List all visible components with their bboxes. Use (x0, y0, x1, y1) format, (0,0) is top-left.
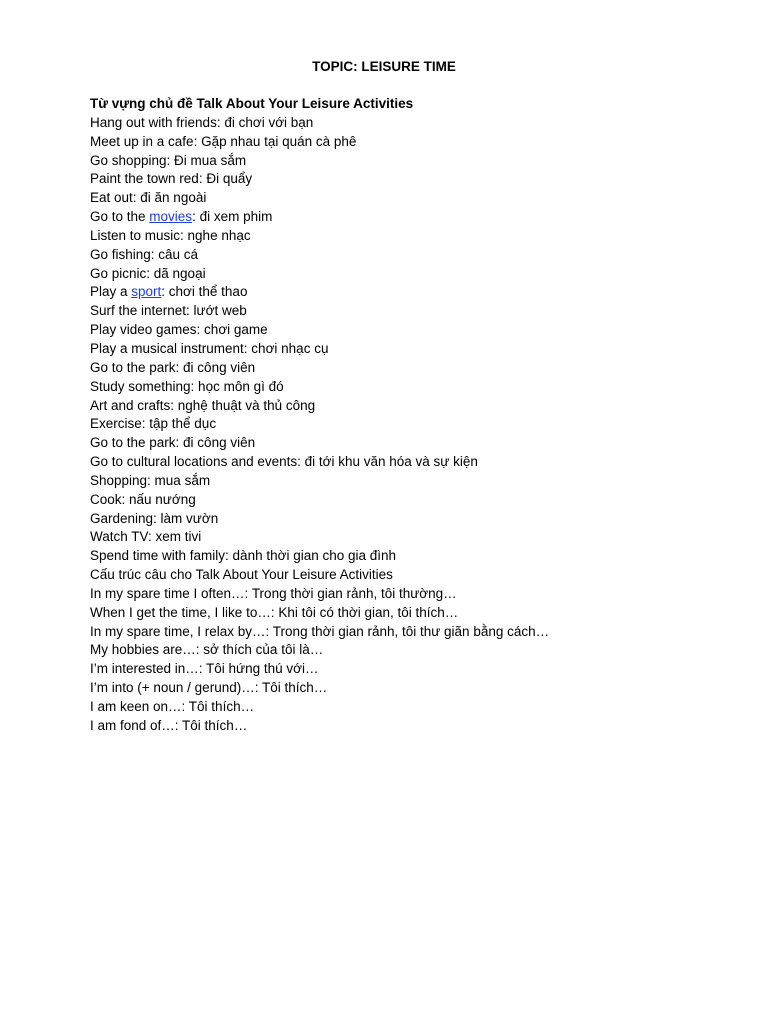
vocab-line: Go picnic: dã ngoại (90, 265, 206, 281)
structure-line: In my spare time I often…: Trong thời gian rảnh, tôi thường… (90, 585, 457, 601)
structure-line: In my spare time, I relax by…: Trong thời gian rảnh, tôi thư giãn bằng cách… (90, 623, 550, 639)
text-segment: Go to the (90, 209, 150, 225)
vocab-line: Meet up in a cafe: Gặp nhau tại quán cà phê (90, 133, 357, 149)
vocab-line: Eat out: đi ăn ngoài (90, 190, 207, 206)
text-segment: : chơi thể thao (161, 284, 248, 300)
vocab-line: Gardening: làm vườn (90, 510, 219, 526)
vocab-line-sport (90, 283, 730, 302)
structure-line: I am keen on…: Tôi thích… (90, 699, 255, 714)
structure-line: I’m into (+ noun / gerund)…: Tôi thích… (90, 680, 328, 696)
vocab-line: Exercise: tập thể dục (90, 416, 217, 432)
structure-heading: Cấu trúc câu cho Talk About Your Leisure Activities (90, 567, 393, 583)
vocab-line: Go shopping: Đi mua sắm (90, 152, 247, 168)
vocab-line: Surf the internet: lướt web (90, 303, 247, 319)
vocab-line: Shopping: mua sắm (90, 472, 211, 488)
section-heading: Từ vựng chủ đề Talk About Your Leisure Activities (90, 96, 414, 111)
text-segment: : đi xem phim (192, 209, 273, 225)
vocab-line: Play a musical instrument: chơi nhạc cụ (90, 340, 329, 356)
document-body (90, 95, 730, 736)
vocab-line: Art and crafts: nghệ thuật và thủ công (90, 397, 316, 413)
vocab-line: Go to the park: đi công viên (90, 435, 256, 451)
movies-link[interactable]: movies (149, 209, 193, 225)
structure-line: My hobbies are…: sở thích của tôi là… (90, 642, 324, 658)
vocab-line: Spend time with family: dành thời gian cho gia đình (90, 548, 397, 564)
text-segment: Play a (90, 284, 132, 300)
vocab-line: Play video games: chơi game (90, 322, 268, 338)
vocab-line: Watch TV: xem tivi (90, 529, 202, 545)
structure-line: When I get the time, I like to…: Khi tôi có thời gian, tôi thích… (90, 604, 459, 620)
vocab-line: Cook: nấu nướng (90, 491, 196, 507)
vocab-line: Go to cultural locations and events: đi tới khu văn hóa và sự kiện (90, 454, 478, 470)
vocab-line: Hang out with friends: đi chơi với bạn (90, 114, 314, 130)
vocab-line-movies (90, 208, 730, 227)
vocab-line: Go fishing: câu cá (90, 246, 199, 262)
vocab-line: Paint the town red: Đi quẩy (90, 171, 253, 187)
vocab-line: Listen to music: nghe nhạc (90, 227, 251, 243)
structure-line: I am fond of…: Tôi thích… (90, 717, 248, 733)
vocab-line: Study something: học môn gì đó (90, 378, 284, 394)
structure-line: I’m interested in…: Tôi hứng thú với… (90, 661, 319, 677)
page-title: TOPIC: LEISURE TIME (312, 59, 456, 74)
vocab-line: Go to the park: đi công viên (90, 359, 256, 375)
sport-link[interactable]: sport (131, 284, 162, 300)
